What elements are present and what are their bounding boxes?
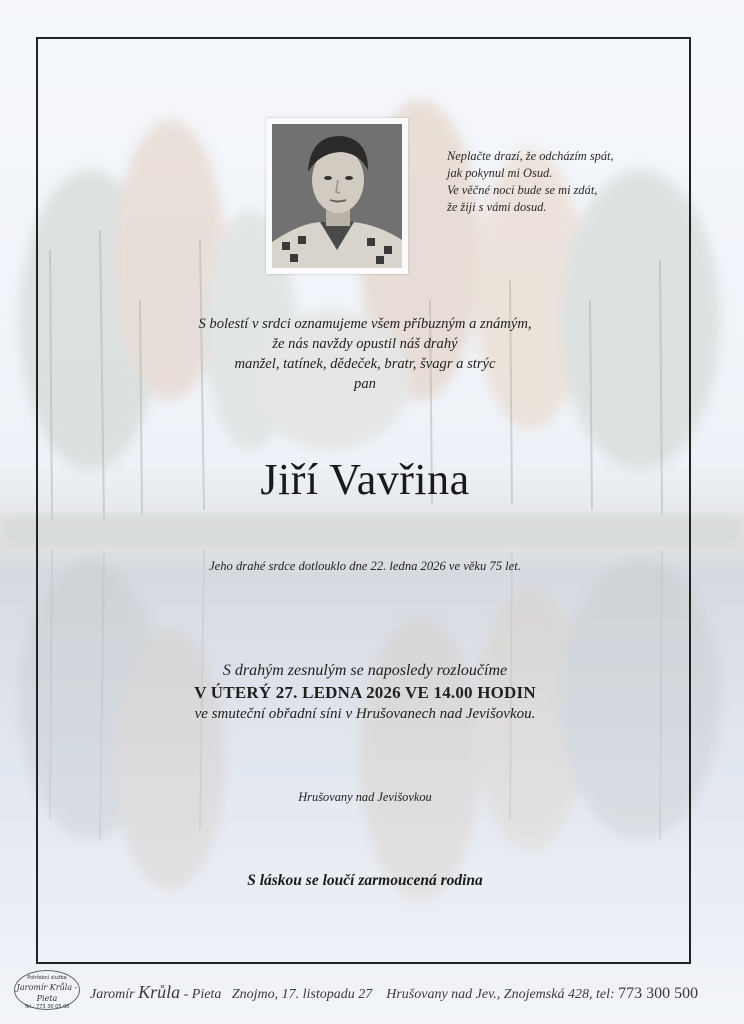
footer-contact <box>90 982 698 1005</box>
logo-mid-text: Jaromír Krůla - Pieta <box>16 983 78 1003</box>
footer-brand: Krůla <box>138 982 181 1002</box>
footer-branch1-city: Znojmo, <box>231 987 279 1002</box>
death-notice: Jeho drahé srdce dotlouklo dne 22. ledna 2026 ve věku 75 let. <box>209 559 521 573</box>
footer <box>0 968 744 1018</box>
footer-phone: 773 300 500 <box>618 985 699 1002</box>
logo-top-text: Pohřební služba <box>27 975 67 981</box>
portrait-photo-frame <box>266 118 408 274</box>
deceased-name: Jiří Vavřina <box>260 455 470 504</box>
announcement-line: manžel, tatínek, dědeček, bratr, švagr a strýc <box>234 356 496 372</box>
farewell-intro: S drahým zesnulým se naposledy rozloučíme <box>222 662 508 679</box>
footer-name-prefix: Jaromír <box>90 987 135 1002</box>
footer-branch2-address: Znojemská 428, <box>503 987 593 1002</box>
farewell-info <box>40 660 690 725</box>
announcement <box>40 314 690 394</box>
poem <box>447 148 687 216</box>
farewell-datetime: V ÚTERÝ 27. LEDNA 2026 VE 14.00 HODIN <box>194 683 536 702</box>
announcement-line: S bolestí v srdci oznamujeme všem příbuzným a známým, <box>198 316 532 332</box>
place-line: Hrušovany nad Jevišovkou <box>298 790 432 804</box>
poem-line: že žiji s vámi dosud. <box>447 200 547 214</box>
footer-branch1-address: 17. listopadu 27 <box>281 987 373 1002</box>
poem-line: Neplačte drazí, že odcházím spát, <box>447 149 614 163</box>
family-line: S láskou se loučí zarmoucená rodina <box>247 872 483 889</box>
funeral-service-logo <box>14 970 80 1010</box>
announcement-line: že nás navždy opustil náš drahý <box>272 336 458 352</box>
announcement-line: pan <box>354 376 376 392</box>
footer-name-suffix: - Pieta <box>183 987 222 1002</box>
portrait-photo <box>272 124 402 268</box>
poem-line: Ve věčné noci bude se mi zdát, <box>447 183 598 197</box>
poem-line: jak pokynul mi Osud. <box>447 166 553 180</box>
farewell-venue: ve smuteční obřadní síni v Hrušovanech nad Jevišovkou. <box>194 706 536 722</box>
footer-phone-label: tel: <box>595 987 615 1002</box>
logo-bottom-text: Tel.: 773 30 05 00 <box>24 1004 70 1010</box>
footer-branch2-city: Hrušovany nad Jev., <box>386 987 501 1002</box>
